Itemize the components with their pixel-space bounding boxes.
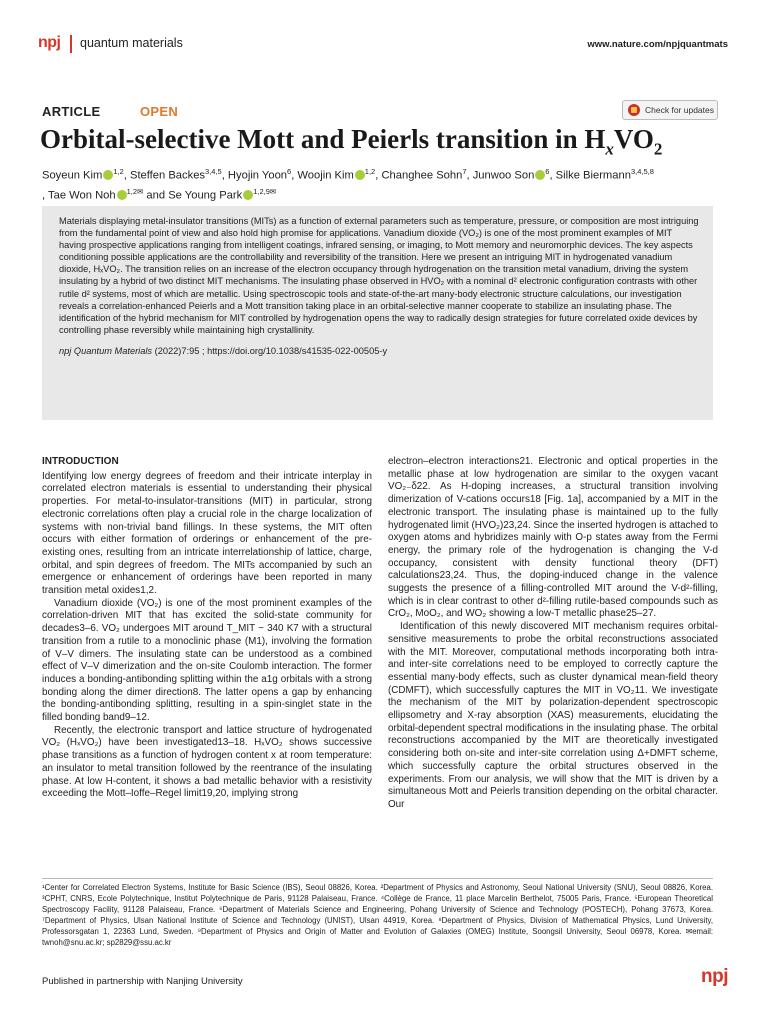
author-name[interactable]: and Se Young Park — [143, 189, 243, 202]
author-name[interactable]: , Woojin Kim — [291, 169, 354, 182]
crossmark-icon — [628, 104, 640, 116]
author-name[interactable]: , Tae Won Noh — [42, 189, 116, 202]
check-for-updates-label: Check for updates — [645, 105, 714, 115]
author-name[interactable]: Soyeun Kim — [42, 169, 103, 182]
section-heading-introduction: INTRODUCTION — [42, 456, 119, 467]
article-type-label: ARTICLE — [42, 104, 101, 119]
footnote-divider — [42, 878, 713, 879]
article-type-row — [42, 104, 718, 122]
open-access-label: OPEN — [140, 104, 179, 119]
affiliation-footnotes: ¹Center for Correlated Electron Systems, Institute for Basic Science (IBS), Seoul 08826, Korea. ²Department of Physics and Astronomy, Seoul National University (SNU), Seoul 08826, Korea. ³CPHT, CNRS, Ecole Polytechnique, Institut Polytechnique de Paris, 91128 Palaiseau, France. ⁴Collège de France, 11 place Marcelin Berthelot, 75005 Paris, France. ⁵European Theoretical Spectroscopy Facility, 91128 Palaiseau, France. ⁶Department of Materials Science and Engineering, Pohang University of Science and Technology (POSTECH), Pohang 37673, Korea. ⁷Department of Physics, Ulsan National Institute of Science and Technology (UNIST), Ulsan 44919, Korea. ⁸Department of Physics, Division of Mathematical Physics, Lund University, Professorsgatan 1, 22363 Lund, Sweden. ⁹Department of Physics and Origin of Matter and Evolution of Galaxies (OMEG) Institute, Soongsil University, Seoul 06978, Korea. ✉email: twnoh@snu.ac.kr; sp2829@ssu.ac.kr — [42, 883, 713, 947]
article-title: Orbital-selective Mott and Peierls transition in $H_xVO_2$ — [40, 124, 663, 159]
check-for-updates-button[interactable] — [622, 100, 718, 120]
orcid-icon[interactable] — [117, 190, 127, 200]
citation-line: npj Quantum Materials (2022)7:95 ; https://doi.org/10.1038/s41535-022-00505-y — [59, 345, 388, 356]
author-name[interactable]: , Silke Biermann — [549, 169, 631, 182]
abstract-text: Materials displaying metal-insulator transitions (MITs) as a function of external parameters such as temperature, pressure, or composition are most intriguing from the fundamental point of view and also hold high promise for applications. Vanadium dioxide (VO₂) is one of the most prominent examples of MIT having prospective applications ranging from intelligent coatings, infrared sensing, or imaging, to Mott memory and neuromorphic devices. The key aspects conditioning possible applications are the controllability and reversibility of the transition. Here we present an intriguing MIT in hydrogenated vanadium dioxide, HₓVO₂. The transition relies on an increase of the electron occupancy through hydrogenation on the transition metal vanadium, driving the system insulating by a hybrid of two distinct MIT mechanisms. The insulating phase observed in HVO₂ with a nominal d² electronic configuration contrasts with other rutile d² systems, most of which are metallic. Using spectroscopic tools and state-of-the-art many-body electronic structure calculations, our investigation reveals a correlation-enhanced Peierls and a Mott transition taking place in an orbital-selective manner cooperate to stabilize an insulating phase. The identification of the hybrid mechanism for MIT controlled by hydrogenation opens the way to radically design strategies for future correlated oxide devices by controlling phase reversibly while maintaining high crystallinity. — [59, 216, 699, 335]
npj-logo[interactable]: npj — [38, 34, 61, 51]
npj-footer-logo[interactable]: npj — [701, 966, 728, 987]
header-divider — [70, 35, 72, 53]
journal-header — [38, 34, 728, 56]
intro-paragraph-1: Identifying low energy degrees of freedom and their intricate interplay in correlated electron materials is essential to understanding their physical properties. For metal-to-insulator-transitions (MIT) in particular, strong electronic correlations often play a crucial role in the charge localization of systems with non-trivial band fillings. In these systems, the MIT often occurs with either formation of orderings or enhancement of the pre-existing ones, resulting from an intricate interrelationship of lattice, charge, orbital, and spin degrees of freedom. The MITs accompanied by such an emergence or enhancement of orderings have been reported in many transition metal oxides1,2. — [42, 470, 372, 597]
intro-paragraph-4: electron–electron interactions21. Electronic and optical properties in the metallic phase at low hydrogenation are similar to the oxygen vacant VO₂₋δ22. As H-doping increases, a structural transition involving dimerization of V-cations occurs18 [Fig. 1a], accompanied by a MIT in the electronic transport. The insulating phase is maintained up to the fully hydrogenated limit (HVO₂)23,24. Since the inserted hydrogen is attached to oxygen atoms and hybridizes mainly with O-p states away from the Fermi energy, the primary role of the hydrogenation is changing the V-d occupancy, consistent with density functional theory (DFT) calculations23,24. Thus, the doping-induced change in the valence suggests the presence of a filling-controlled MIT around the V-d²-filling, which is in clear contrast to other d²-filling rutile-based compounds such as CrO₂, MoO₂, and WO₂ showing a low-T metallic phase25–27. — [388, 456, 718, 620]
publisher-partnership: Published in partnership with Nanjing University — [42, 976, 243, 987]
author-name[interactable]: , Junwoo Son — [466, 169, 535, 182]
orcid-icon[interactable] — [103, 170, 113, 180]
author-name[interactable]: , Steffen Backes — [123, 169, 206, 182]
orcid-icon[interactable] — [243, 190, 253, 200]
orcid-icon[interactable] — [535, 170, 545, 180]
author-name[interactable]: , Hyojin Yoon — [221, 169, 288, 182]
journal-url-link[interactable]: www.nature.com/npjquantmats — [587, 39, 728, 50]
intro-paragraph-2: Vanadium dioxide (VO₂) is one of the most prominent examples of the correlation-driven MIT that has excited the solid-state community for decades3–6. VO₂ undergoes MIT around T_MIT ~ 340 K7 with a structural transition from a rutile to a monoclinic phase (M1), involving the formation of V–V dimers. The insulating state can be understood as a combined effect of V–V dimerization and the on-site Coulomb interaction. The former induces a bonding-antibonding splitting within the a1g orbitals with a strong bonding along the dimer direction8. The latter opens a gap by enhancing the bonding-antibonding splitting, resulting in a spin-singlet state in the filled bonding band9–12. — [42, 597, 372, 724]
orcid-icon[interactable] — [355, 170, 365, 180]
left-column — [42, 456, 372, 801]
author-list: Soyeun Kim $^{1,2}$, Steffen Backes$^{3,4,5}$, Hyojin Yoon$^6$, Woojin Kim $^{1,2}$, Changhee Sohn$^7$, Junwoo Son $^6$, Silke Biermann$^{3,4,5,8}$ , Tae Won Noh $^{1,2✉}$ and Se Young Park $^{1,2,9✉}$ — [42, 167, 654, 202]
journal-name[interactable]: quantum materials — [80, 36, 183, 50]
intro-paragraph-3: Recently, the electronic transport and lattice structure of hydrogenated VO₂ (HₓVO₂) have been investigated13–18. HₓVO₂ shows successive phase transitions as a function of hydrogen content x at room temperature: an insulator to metal transition followed by the reentrance of the insulating phase. At low H-content, it shows a bad metallic behavior with a resistivity exceeding the Mott–Ioffe–Regel limit19,20, implying strong — [42, 724, 372, 800]
abstract-box — [42, 206, 713, 420]
intro-paragraph-5: Identification of this newly discovered MIT mechanism requires orbital-sensitive measurements to probe the orbital reconstructions associated with the MIT. Moreover, computational methods incorporating both intra- and inter-site correlations need to be employed to correctly capture the essential many-body effects, such as cluster dynamical mean-field theory (CDMFT), which successfully captures the MIT in VO₂11. We investigate the mechanism of the MIT by polarization-dependent spectroscopic ellipsometry and X-ray absorption (XAS) measurements, elucidating the orbital-dependent spectral modifications in the insulating phase. The orbital reconstructions accompanied by the MIT are theoretically investigated considering both on-site and inter-site correlation using Δ+DMFT scheme, which successfully capture the orbital structures observed in the experiments. From our analysis, we will show that the MIT is driven by a simultaneous Mott and Peierls transition depending on the orbital character. Our — [388, 621, 718, 810]
doi-link[interactable]: (2022)7:95 ; https://doi.org/10.1038/s41535-022-00505-y — [152, 345, 388, 356]
author-name[interactable]: , Changhee Sohn — [375, 169, 463, 182]
right-column — [388, 456, 718, 812]
